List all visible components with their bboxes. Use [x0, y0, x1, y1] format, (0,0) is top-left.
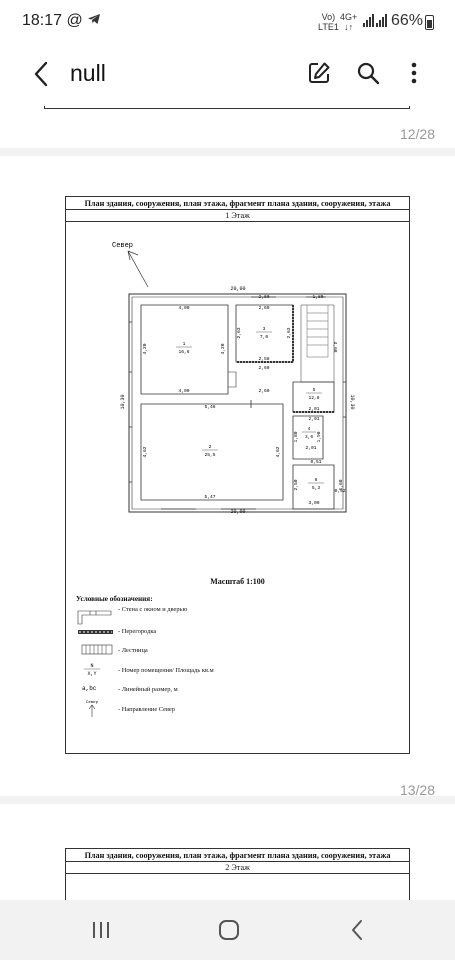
nav-back-button[interactable] [342, 916, 372, 944]
battery-icon [425, 15, 434, 30]
recent-apps-button[interactable] [86, 916, 116, 944]
back-icon [350, 919, 364, 941]
search-button[interactable] [354, 59, 382, 87]
dim-r1-top: 4,00 [178, 306, 190, 311]
app-bar [0, 44, 455, 106]
search-icon [356, 61, 380, 85]
room-3-area: 7,0 [259, 335, 269, 340]
legend-stairs: - Лестница [118, 647, 148, 654]
dim-room6-right: 1,60 [339, 479, 344, 491]
edit-button[interactable] [305, 59, 333, 87]
dim-bottom-total: 20,00 [230, 509, 246, 515]
room-2-area: 25,5 [204, 453, 216, 458]
dim-r1-left: 4,20 [143, 343, 148, 355]
floor-plan-document-2 [65, 848, 410, 908]
document-header: План здания, сооружения, план этажа, фрагмент плана здания, сооружения, этажа [66, 849, 409, 862]
room-2-outline [141, 404, 283, 500]
room-6-number: 6 [314, 478, 318, 483]
status-bar [0, 0, 455, 44]
floor-label: 2 Этаж [66, 862, 409, 874]
room-3-outline [236, 305, 293, 362]
room-3-number: 3 [262, 327, 266, 332]
at-icon: @ [66, 12, 83, 29]
recent-apps-icon [91, 921, 111, 939]
north-arrow-line [128, 251, 148, 287]
dim-r2-top: 5,46 [204, 405, 216, 410]
partition-room-3 [236, 305, 293, 362]
room-1-number: 1 [182, 342, 186, 347]
dim-r2-bottom: 5,47 [204, 495, 216, 500]
dim-room4-top: 2,01 [308, 417, 320, 422]
legend-north-symbol [86, 701, 99, 717]
room-5-area: 12,8 [308, 396, 320, 401]
page-14 [0, 804, 455, 900]
legend-north: - Направление Север [118, 706, 175, 713]
legend-room-number: - Номер помещения/ Площадь кв.м [118, 667, 214, 674]
floor-plan-document [65, 196, 410, 754]
dim-r2-right: 4,62 [276, 446, 281, 458]
page-frame [44, 106, 410, 109]
signal-icon [376, 14, 387, 30]
dim-room6-bottom: 3,00 [308, 501, 320, 506]
home-button[interactable] [214, 916, 244, 944]
room-2-number: 2 [208, 445, 212, 450]
volte-indicator: Vo) LTE1 [318, 12, 339, 32]
dim-room4-tiny: 0,51 [310, 460, 322, 465]
dim-room6-left: 2,50 [294, 479, 299, 491]
back-button[interactable] [26, 58, 56, 90]
north-label: Север [112, 242, 134, 250]
page-12 [0, 106, 455, 148]
page-number: 13/28 [399, 782, 435, 798]
legend-dimension-symbol [82, 685, 97, 692]
home-icon [218, 919, 240, 941]
dim-stairs-top: 1,80 [312, 295, 324, 300]
document-header: План здания, сооружения, план этажа, фрагмент плана здания, сооружения, этажа [66, 197, 409, 210]
outer-wall [129, 294, 346, 512]
document-title: null [70, 60, 106, 86]
legend-stairs-symbol [82, 645, 112, 654]
room-6-area: 5,3 [311, 486, 321, 491]
dim-left-total: 10,30 [120, 394, 126, 410]
dim-room6-tiny: 0,52 [334, 489, 346, 494]
legend-wall-symbol [78, 611, 111, 624]
svg-text:N: N [90, 663, 94, 669]
stairs-treads [307, 313, 328, 345]
dim-corridor-2: 2,60 [258, 389, 270, 394]
dim-r1-right: 4,20 [221, 343, 226, 355]
dim-room4-bottom: 2,01 [305, 446, 317, 451]
status-time: 18:17 @ [22, 12, 101, 30]
dim-r2-left: 4,62 [143, 446, 148, 458]
legend-room-number-symbol [84, 663, 100, 677]
page-13 [0, 156, 455, 796]
svg-text:Север: Север [85, 701, 99, 705]
dim-room4-right: 1,90 [317, 431, 322, 443]
telegram-icon [87, 12, 101, 29]
north-arrow-head [128, 251, 138, 260]
door-room-1 [228, 372, 236, 387]
dim-right-total: 10,30 [349, 394, 355, 410]
svg-text:a,bc: a,bc [82, 685, 97, 692]
windows [129, 294, 346, 512]
back-arrow-icon [33, 61, 49, 87]
more-options-button[interactable] [400, 59, 428, 87]
stairs-outline [301, 305, 334, 382]
dim-stairs-side: 4,68 [332, 341, 337, 353]
legend-partition: - Перегородка [118, 628, 157, 635]
room-1-area: 16,6 [178, 350, 190, 355]
stairs-steps [307, 305, 328, 357]
legend-title: Условные обозначения: [76, 595, 153, 603]
scale-label: Масштаб 1:100 [210, 577, 265, 586]
dim-r3-right: 2,63 [287, 327, 292, 339]
edit-icon [307, 61, 331, 85]
system-nav-bar [0, 900, 455, 960]
svg-text:X,Y: X,Y [87, 671, 97, 677]
dim-stairs-top2: 2,01 [308, 407, 320, 412]
legend-partition-symbol [78, 630, 113, 634]
room-5-number: 5 [312, 388, 316, 393]
legend-wall: - Стена с окном и дверью [118, 606, 188, 613]
dim-r3-bottom: 2,58 [258, 357, 270, 362]
dim-r3-top: 2,60 [258, 306, 270, 311]
dim-r3-left: 2,63 [237, 327, 242, 339]
network-type-indicator: 4G+ ↓↑ [340, 12, 358, 32]
legend-dimension: - Линейный размер, м [118, 686, 178, 693]
page-number: 12/28 [399, 126, 435, 142]
dim-window-top: 2,60 [258, 295, 270, 300]
dim-top-total: 20,00 [230, 286, 246, 292]
room-4-area: 3,6 [304, 435, 314, 440]
more-vertical-icon [411, 62, 417, 84]
dim-room4-left: 1,80 [294, 431, 299, 443]
dim-corridor: 2,60 [258, 366, 270, 371]
floor-label: 1 Этаж [66, 210, 409, 222]
room-4-number: 4 [307, 427, 311, 432]
status-icons [318, 12, 438, 34]
battery-percent: 66% [391, 12, 424, 29]
signal-icon [363, 14, 374, 30]
north-arrow [112, 242, 148, 287]
dim-r1-bottom: 4,00 [178, 389, 190, 394]
stairs [301, 305, 338, 382]
